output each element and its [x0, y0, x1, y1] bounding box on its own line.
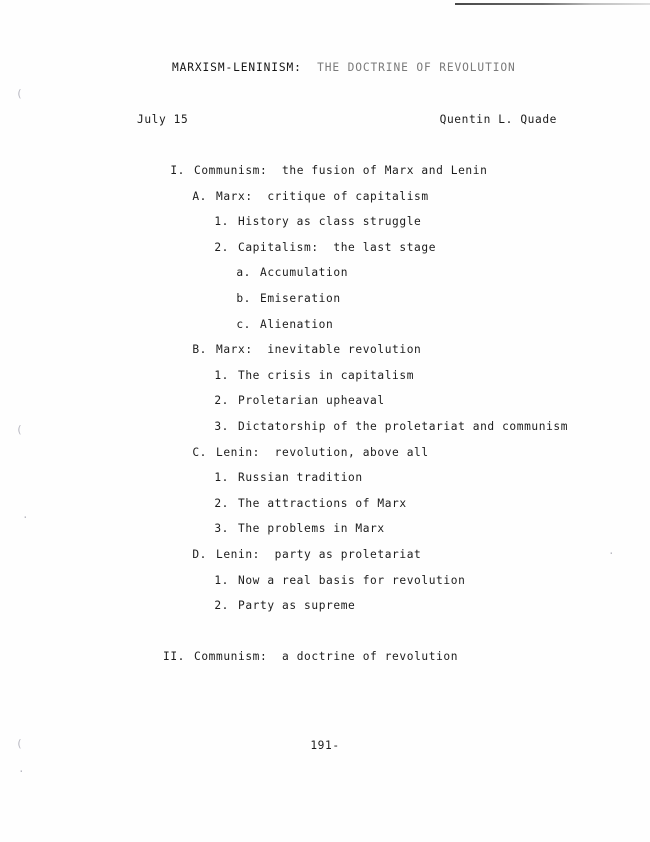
outline-marker: I.: [170, 164, 185, 177]
outline-spacer: [0, 625, 650, 651]
outline-marker: 1.: [214, 471, 229, 485]
outline-item-label: Capitalism: the last stage: [238, 240, 437, 254]
outline-item-label: Russian tradition: [238, 471, 363, 485]
outline-item-label: Alienation: [260, 317, 334, 331]
outline-item-label: Proletarian upheaval: [238, 394, 385, 408]
outline-item: [0, 215, 650, 241]
outline-marker: 2.: [214, 496, 229, 510]
outline-item: [0, 574, 650, 600]
outline-item: [0, 420, 650, 446]
outline-marker: 3.: [214, 419, 229, 433]
outline-item-label: Marx: inevitable revolution: [216, 343, 422, 357]
outline-marker: II.: [162, 650, 185, 664]
outline-item-label: Communism: a doctrine of revolution: [194, 650, 459, 664]
page-number: 191-: [310, 739, 340, 752]
outline-marker: 3.: [214, 522, 229, 536]
outline-item-label: The crisis in capitalism: [238, 368, 415, 382]
margin-artifact: (: [16, 87, 23, 100]
outline-item-label: Lenin: party as proletariat: [216, 547, 422, 561]
outline-item: [0, 471, 650, 497]
outline-item: [0, 599, 650, 625]
outline-item: [0, 164, 650, 190]
outline-item: [0, 318, 650, 344]
outline-item: [0, 369, 650, 395]
outline-item-label: Lenin: revolution, above all: [216, 445, 429, 459]
outline-item: [0, 446, 650, 472]
outline-marker: B.: [192, 343, 207, 357]
outline-item-label: Party as supreme: [238, 599, 356, 613]
outline-item-label: Now a real basis for revolution: [238, 573, 466, 587]
outline-marker: 1.: [214, 573, 229, 587]
outline-item: [0, 266, 650, 292]
outline-item-label: Marx: critique of capitalism: [216, 189, 429, 203]
outline-marker: C.: [192, 445, 207, 459]
outline-item: [0, 190, 650, 216]
outline-marker: b.: [236, 291, 251, 305]
outline-item: [0, 394, 650, 420]
outline-item-label: History as class struggle: [238, 215, 422, 229]
outline-marker: 2.: [214, 394, 229, 408]
outline-item: [0, 343, 650, 369]
outline-marker: 2.: [214, 240, 229, 254]
margin-artifact: ·: [18, 765, 25, 778]
outline-marker: 1.: [214, 368, 229, 382]
outline-item: [0, 241, 650, 267]
outline-item-label: Communism: the fusion of Marx and Lenin: [194, 164, 488, 177]
outline-marker: 1.: [214, 215, 229, 229]
outline-marker: c.: [236, 317, 251, 331]
outline-item-label: Dictatorship of the proletariat and communism: [238, 419, 569, 433]
document-title-faded: THE DOCTRINE OF REVOLUTION: [301, 61, 516, 74]
document-title: [172, 61, 516, 74]
outline-item-label: Accumulation: [260, 266, 349, 280]
document-author: Quentin L. Quade: [439, 113, 557, 126]
outline-item: [0, 548, 650, 574]
document-date: July 15: [137, 113, 189, 126]
outline-item: [0, 522, 650, 548]
outline-item: [0, 650, 650, 676]
outline-marker: A.: [192, 189, 207, 203]
outline-list: [0, 164, 650, 676]
margin-artifact: ·: [608, 547, 615, 560]
scan-edge-artifact: [455, 3, 650, 5]
outline-marker: 2.: [214, 599, 229, 613]
margin-artifact: (: [16, 737, 23, 750]
outline-item-label: Emiseration: [260, 291, 341, 305]
outline-marker: D.: [192, 547, 207, 561]
outline-item: [0, 292, 650, 318]
outline-item-label: The problems in Marx: [238, 522, 385, 536]
document-meta: [137, 113, 557, 126]
outline-item: [0, 497, 650, 523]
margin-artifact: ·: [22, 511, 29, 524]
outline-item-label: The attractions of Marx: [238, 496, 407, 510]
margin-artifact: (: [16, 423, 23, 436]
outline-marker: a.: [236, 266, 251, 280]
document-title-strong: MARXISM-LENINISM:: [172, 61, 302, 74]
